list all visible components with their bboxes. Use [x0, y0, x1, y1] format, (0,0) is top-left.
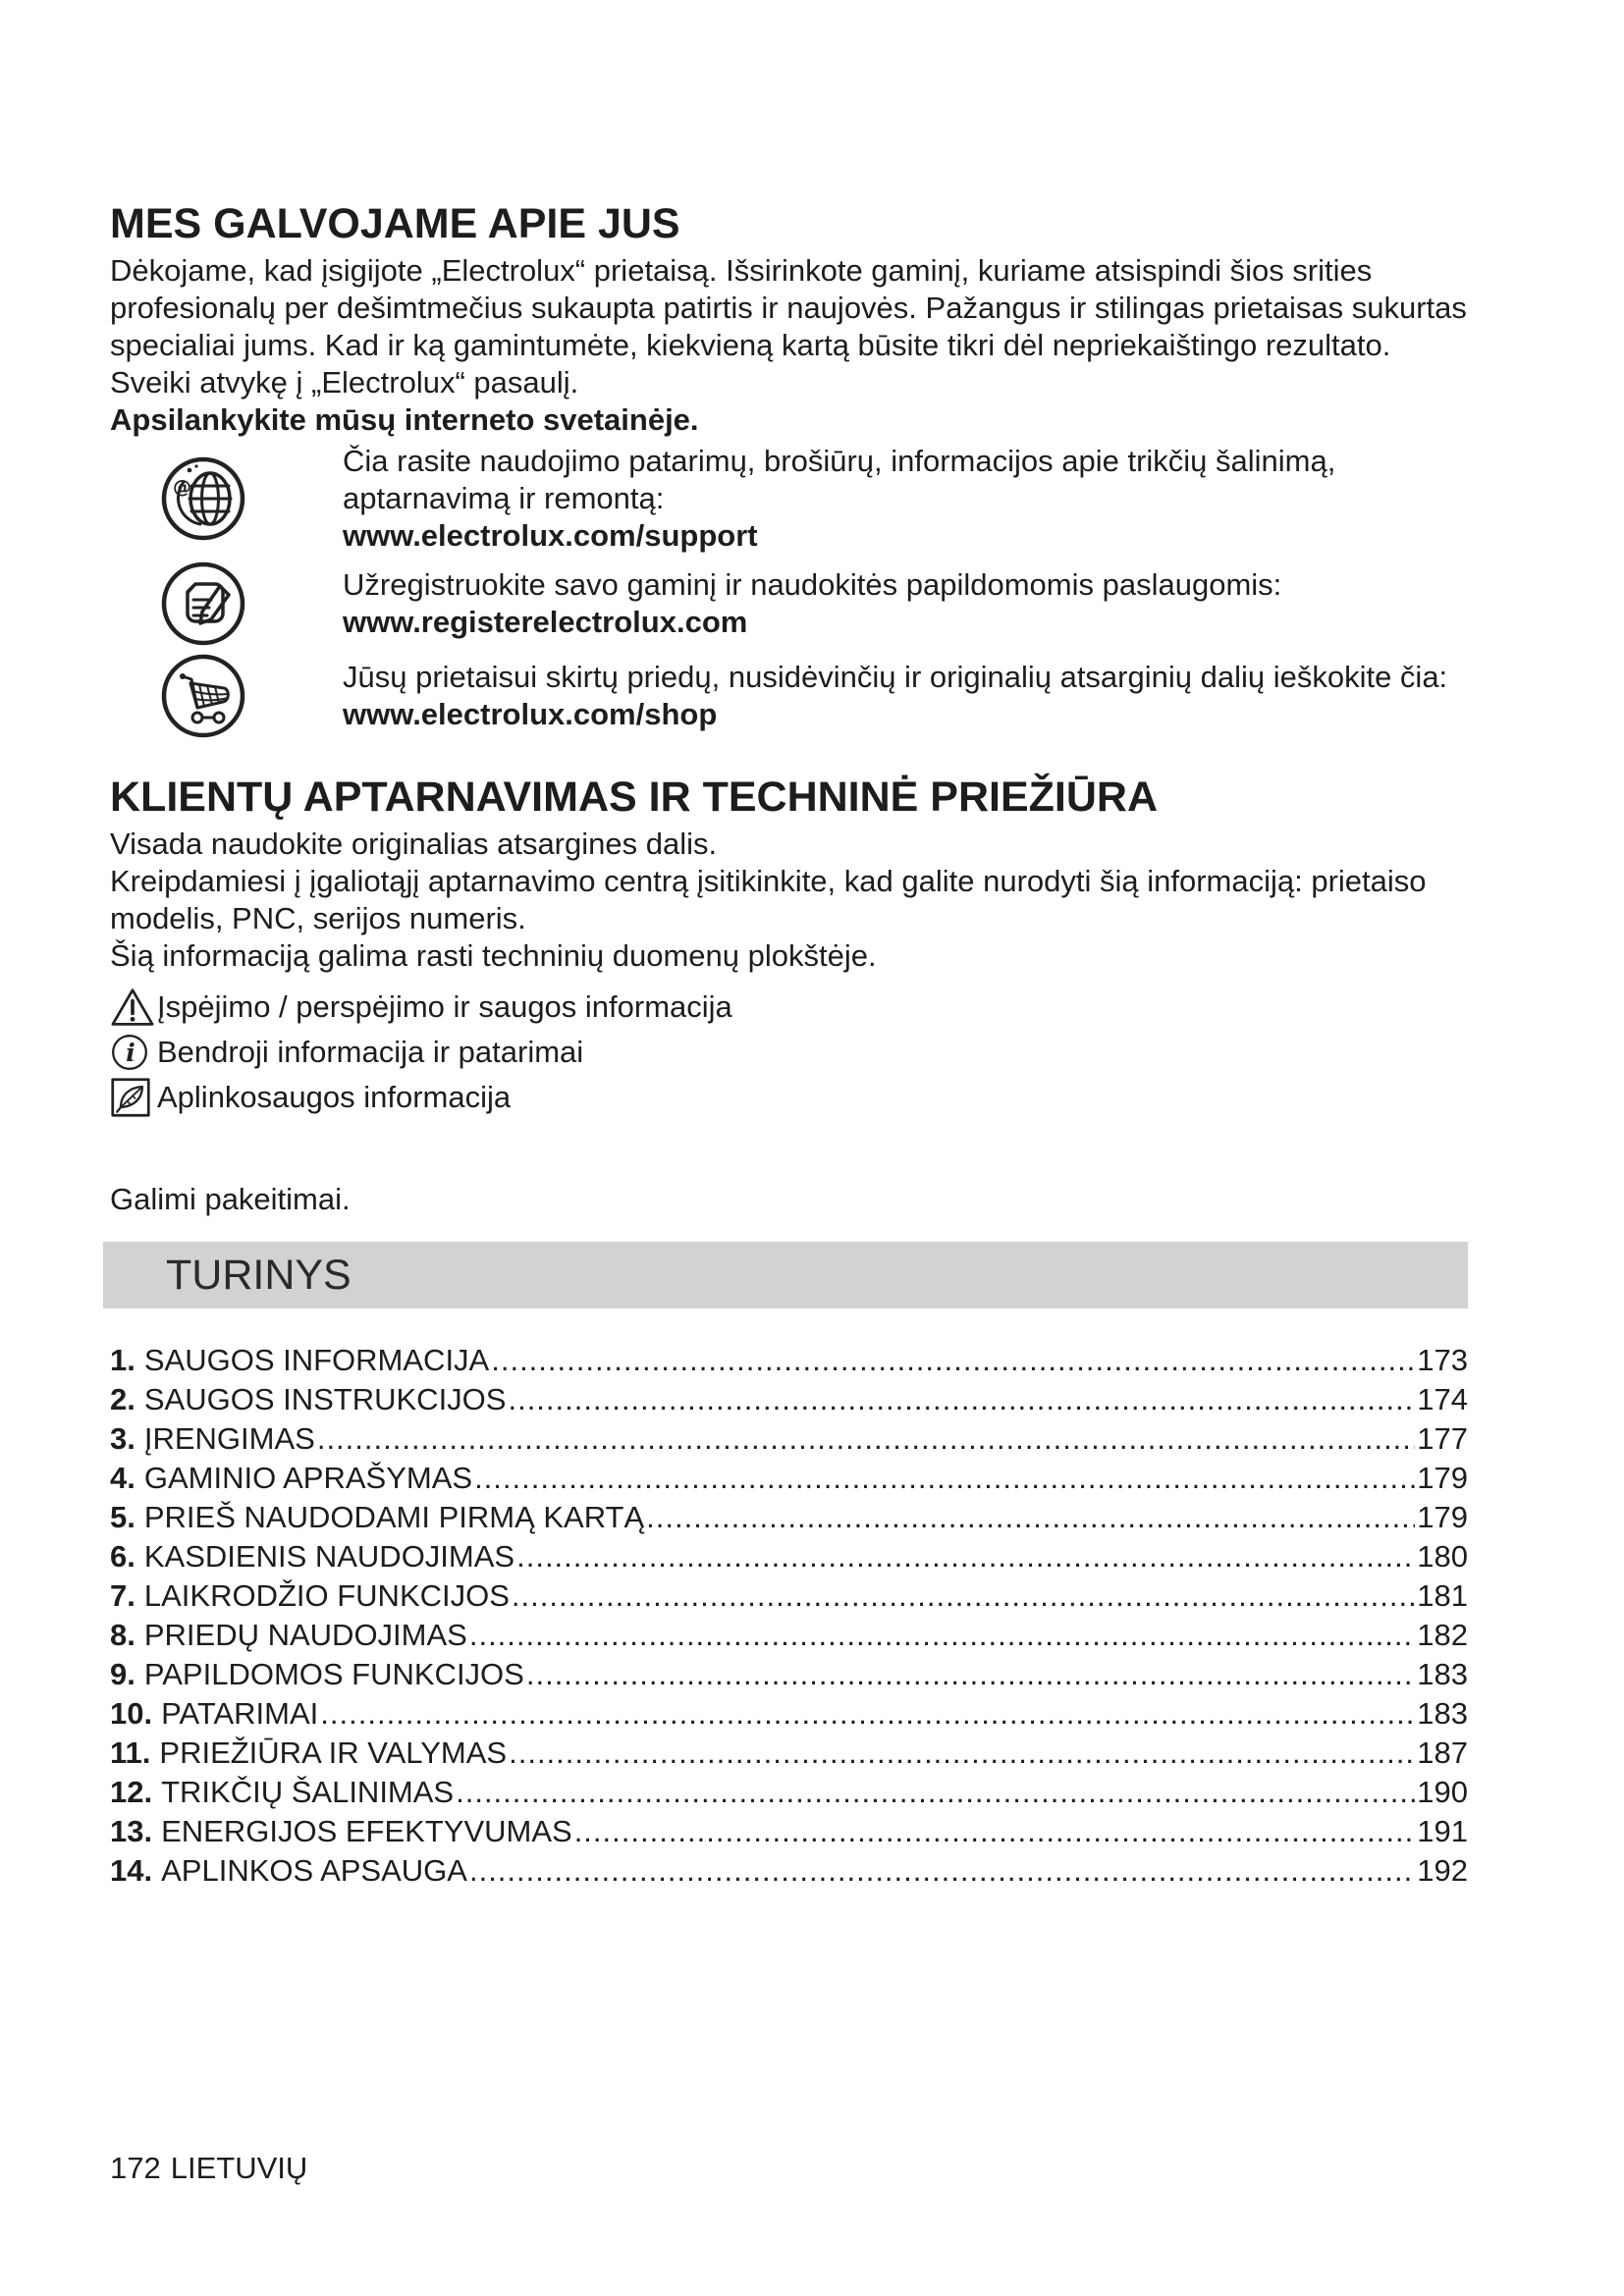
toc-dot-leader	[474, 1459, 1415, 1498]
footer-page-number: 172	[110, 2151, 161, 2185]
toc-entry[interactable]	[110, 1576, 1468, 1616]
leaf-icon	[110, 1077, 157, 1118]
toc-entry-label: GAMINIO APRAŠYMAS	[143, 1461, 473, 1495]
welcome-line: Sveiki atvykę į „Electrolux“ pasaulį.	[110, 365, 579, 400]
legend-row-environment	[110, 1075, 1468, 1120]
toc-entry-label: ĮRENGIMAS	[143, 1421, 315, 1456]
section-title-customer-care: KLIENTŲ APTARNAVIMAS IR TECHNINĖ PRIEŽIŪRA	[110, 774, 1159, 821]
toc-entry-page: 173	[1417, 1343, 1468, 1377]
globe-at-icon	[110, 455, 343, 542]
toc-entry-page: 183	[1417, 1696, 1468, 1731]
toc-entry-label: SAUGOS INSTRUKCIJOS	[143, 1382, 507, 1416]
toc-dot-leader	[469, 1851, 1415, 1891]
legend-row-info	[110, 1030, 1468, 1075]
register-link-text	[343, 566, 1468, 641]
visit-website-line: Apsilankykite mūsų interneto svetainėje.	[110, 402, 699, 437]
intro-paragraph: Dėkojame, kad įsigijote „Electrolux“ prietaisą. Išsirinkote gaminį, kuriame atsispindi šios srities profesionalų per dešimtmečius sukaupta patirtis ir naujovės. Pažangus ir stilingas prietaisas sukurtas specialiai jums. Kad ir ką gamintumėte, kiekvieną kartą būsite tikri dėl nepriekaištingo rezultato.	[110, 253, 1467, 362]
toc-entry-number: 14.	[110, 1853, 153, 1888]
toc-entry[interactable]	[110, 1537, 1468, 1576]
toc-entry-label: APLINKOS APSAUGA	[161, 1853, 467, 1888]
toc-entry-number: 11.	[110, 1735, 151, 1770]
shop-link-row	[110, 653, 1468, 739]
link-url[interactable]: www.electrolux.com/shop	[343, 697, 718, 731]
toc-dot-leader	[508, 1380, 1415, 1419]
toc-entry[interactable]	[110, 1851, 1468, 1891]
svg-text:i: i	[126, 1039, 135, 1069]
toc-entry-label: PRIEDŲ NAUDOJIMAS	[143, 1618, 467, 1652]
toc-entry-label: PRIEŠ NAUDODAMI PIRMĄ KARTĄ	[143, 1500, 645, 1534]
toc-entry-page: 174	[1417, 1382, 1468, 1416]
toc-dot-leader	[456, 1773, 1415, 1812]
toc-entry-label: TRIKČIŲ ŠALINIMAS	[161, 1775, 455, 1809]
toc-entry-number: 1.	[110, 1343, 135, 1377]
svg-text:@: @	[173, 476, 191, 498]
link-url[interactable]: www.electrolux.com/support	[343, 518, 758, 553]
support-link-text	[343, 443, 1468, 555]
toc-dot-leader	[646, 1498, 1415, 1537]
toc-entry-label: SAUGOS INFORMACIJA	[143, 1343, 490, 1377]
toc-entry-number: 7.	[110, 1578, 135, 1613]
support-link-row	[110, 443, 1468, 555]
toc-entry-number: 10.	[110, 1696, 153, 1731]
toc-dot-leader	[574, 1812, 1416, 1851]
toc-entry-page: 190	[1417, 1775, 1468, 1809]
service-line: Šią informaciją galima rasti techninių duomenų plokštėje.	[110, 938, 877, 973]
register-link-row	[110, 561, 1468, 647]
website-links	[110, 443, 1468, 739]
subject-to-change-note: Galimi pakeitimai.	[110, 1182, 351, 1216]
toc-dot-leader	[491, 1341, 1415, 1380]
link-description: Jūsų prietaisui skirtų priedų, nusidėvinčių ir originalių atsarginių dalių ieškokite čia:	[343, 660, 1448, 694]
toc-title: TURINYS	[166, 1252, 352, 1299]
toc-entry-page: 179	[1417, 1500, 1468, 1534]
service-line: Kreipdamiesi į įgaliotąjį aptarnavimo centrą įsitikinkite, kad galite nurodyti šią informaciją: prietaiso modelis, PNC, serijos numeris.	[110, 864, 1427, 935]
warning-triangle-icon	[110, 987, 157, 1028]
toc-entry-number: 3.	[110, 1421, 135, 1456]
toc-entry-label: ENERGIJOS EFEKTYVUMAS	[161, 1814, 572, 1848]
legend-row-warning	[110, 985, 1468, 1030]
toc-dot-leader	[512, 1576, 1415, 1616]
toc-entry-page: 177	[1417, 1421, 1468, 1456]
toc-entry-label: KASDIENIS NAUDOJIMAS	[143, 1539, 515, 1574]
legend-label: Bendroji informacija ir patarimai	[157, 1035, 584, 1069]
toc-dot-leader	[526, 1655, 1415, 1694]
toc-entry-number: 12.	[110, 1775, 153, 1809]
toc-entry-page: 179	[1417, 1461, 1468, 1495]
service-line: Visada naudokite originalias atsargines dalis.	[110, 827, 718, 861]
link-url[interactable]: www.registerelectrolux.com	[343, 605, 748, 639]
toc-entry-page: 187	[1417, 1735, 1468, 1770]
section-title-we-think-about-you: MES GALVOJAME APIE JUS	[110, 200, 680, 247]
toc-header-bar	[103, 1242, 1468, 1308]
register-document-icon	[110, 561, 343, 647]
toc-entry-page: 180	[1417, 1539, 1468, 1574]
link-description: Čia rasite naudojimo patarimų, brošiūrų, informacijos apie trikčių šalinimą, aptarnavimą ir remontą:	[343, 444, 1336, 515]
shopping-cart-icon	[110, 653, 343, 739]
symbol-legend	[110, 985, 1468, 1120]
toc-dot-leader	[320, 1694, 1415, 1734]
footer-language: LIETUVIŲ	[170, 2151, 308, 2185]
toc-entry[interactable]	[110, 1655, 1468, 1694]
toc-entry-number: 2.	[110, 1382, 135, 1416]
toc-dot-leader	[509, 1734, 1415, 1773]
link-description: Užregistruokite savo gaminį ir naudokitės papildomomis paslaugomis:	[343, 567, 1282, 602]
service-paragraph	[110, 826, 1468, 975]
toc-entry-number: 13.	[110, 1814, 153, 1848]
toc-entry-label: PRIEŽIŪRA IR VALYMAS	[159, 1735, 508, 1770]
shop-link-text	[343, 659, 1468, 733]
toc-entry[interactable]	[110, 1616, 1468, 1655]
toc-entry-page: 192	[1417, 1853, 1468, 1888]
toc-entry[interactable]	[110, 1694, 1468, 1734]
toc-entry-number: 8.	[110, 1618, 135, 1652]
info-circle-icon	[110, 1033, 157, 1072]
toc-entry[interactable]	[110, 1459, 1468, 1498]
toc-entry-label: LAIKRODŽIO FUNKCIJOS	[143, 1578, 510, 1613]
toc-entry-page: 181	[1417, 1578, 1468, 1613]
legend-label: Įspėjimo / perspėjimo ir saugos informacija	[157, 989, 732, 1024]
table-of-contents	[110, 1341, 1468, 1891]
toc-entry-number: 4.	[110, 1461, 135, 1495]
page-footer	[110, 2150, 307, 2187]
toc-entry-label: PAPILDOMOS FUNKCIJOS	[143, 1657, 524, 1691]
toc-entry[interactable]	[110, 1812, 1468, 1851]
toc-dot-leader	[516, 1537, 1415, 1576]
toc-entry-number: 9.	[110, 1657, 135, 1691]
toc-entry-number: 5.	[110, 1500, 135, 1534]
toc-entry[interactable]	[110, 1380, 1468, 1419]
toc-entry-page: 191	[1417, 1814, 1468, 1848]
toc-dot-leader	[317, 1419, 1415, 1459]
toc-entry-page: 182	[1417, 1618, 1468, 1652]
toc-entry[interactable]	[110, 1734, 1468, 1773]
toc-entry-page: 183	[1417, 1657, 1468, 1691]
toc-entry-label: PATARIMAI	[161, 1696, 319, 1731]
toc-entry[interactable]	[110, 1419, 1468, 1459]
toc-dot-leader	[469, 1616, 1415, 1655]
toc-entry[interactable]	[110, 1498, 1468, 1537]
toc-entry[interactable]	[110, 1773, 1468, 1812]
toc-entry[interactable]	[110, 1341, 1468, 1380]
legend-label: Aplinkosaugos informacija	[157, 1080, 512, 1114]
toc-entry-number: 6.	[110, 1539, 135, 1574]
